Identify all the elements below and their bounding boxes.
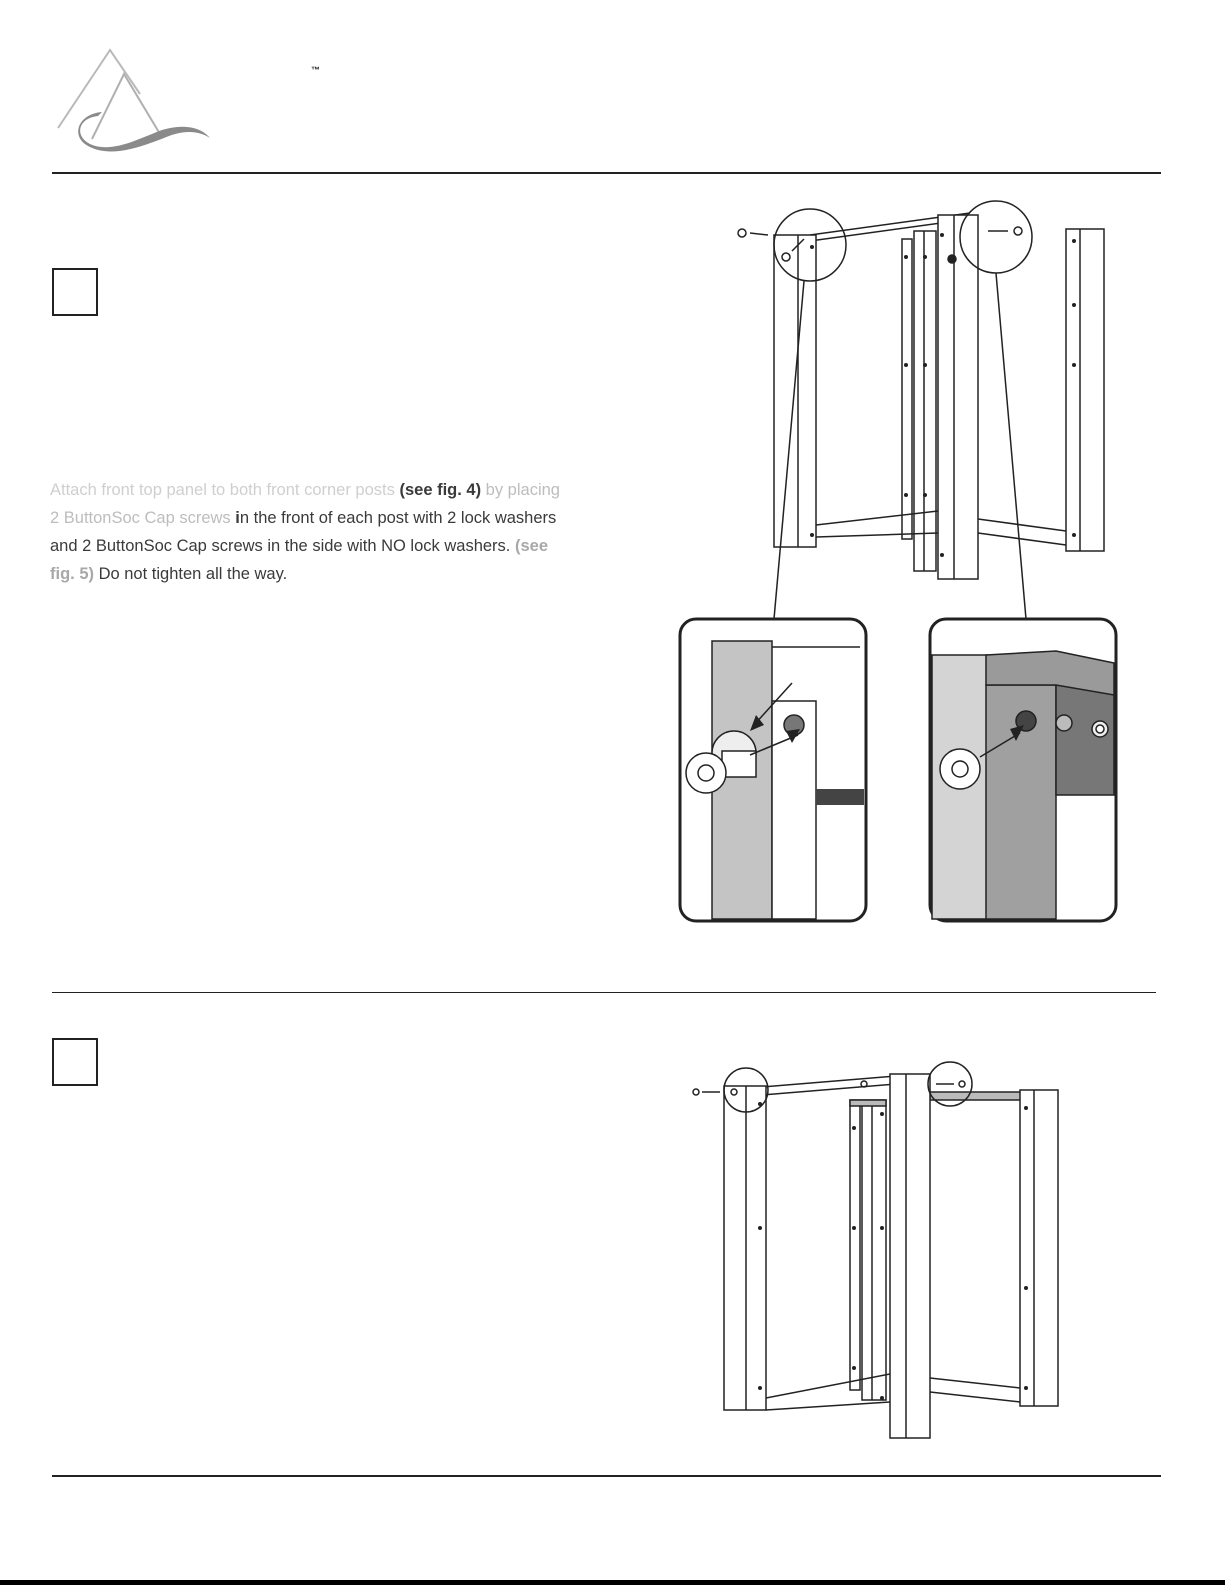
back-right-post-2 [1020,1090,1058,1406]
figure-reference-5: (see fig. 5) [50,537,548,583]
logo-mountain-front [92,74,160,139]
trademark-symbol: ™ [311,65,320,75]
rear-mid-post [914,231,936,571]
instruction-part-4: Do not tighten all the way. [94,565,288,583]
brand-logo [52,44,217,159]
logo-wave [78,112,210,151]
front-left-post-2 [724,1086,766,1410]
step-number-box-1 [52,268,98,316]
header-divider [52,172,1161,174]
back-right-post [1066,229,1104,551]
step-instruction-text [50,476,570,588]
cabinet-frame-diagram-2 [686,1058,1066,1448]
detail-left-lock-washer [680,619,866,921]
instruction-part-2b: i [235,509,240,527]
instruction-part-3: n the front of each post with 2 lock washers and 2 ButtonSoc Cap screws in the side with NO lock washers. [50,509,557,555]
step-number-box-2 [52,1038,98,1086]
cabinet-frame-diagram-1 [670,195,1130,930]
page-bottom-band [0,1580,1225,1585]
figure-reference-4: (see fig. 4) [399,481,482,499]
instruction-part-1: Attach front top panel to both front corner posts [50,481,400,499]
front-right-post-2 [890,1074,930,1438]
front-right-post [938,215,978,579]
section-divider [52,992,1156,993]
logo-mountain-back [58,50,140,128]
footer-divider [52,1475,1161,1477]
front-left-post [774,235,816,547]
detail-right-side-screw [930,619,1116,921]
instruction-part-2: by placing 2 ButtonSoc Cap screws [50,481,560,527]
